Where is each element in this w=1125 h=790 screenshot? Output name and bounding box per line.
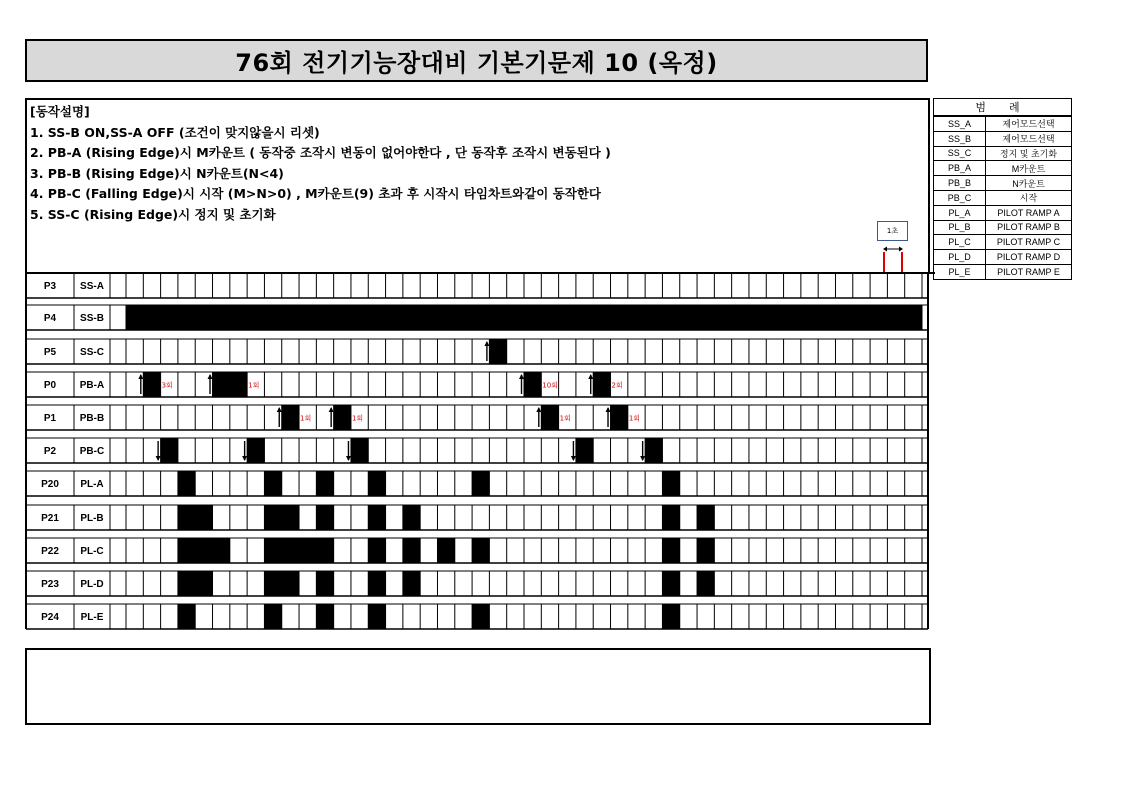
row-port-label: P5 [43,347,57,358]
legend-row [934,250,1072,265]
rising-edge-arrow-icon [329,407,334,427]
legend-value: 시작 [986,190,1072,205]
on-pulse [593,372,610,397]
on-pulse [403,505,420,530]
legend-key: PL_C [934,235,986,250]
row-port-label: P22 [41,546,59,557]
on-pulse [472,538,489,563]
row-signal-label: PB-A [79,380,105,391]
legend-table [933,98,1072,280]
time-scale-box [877,221,908,241]
on-pulse [368,571,385,596]
title-box [25,39,928,82]
legend-row [934,146,1072,161]
on-pulse [524,372,541,397]
on-pulse [178,604,195,629]
on-pulse [161,438,178,463]
legend-value: 제어모드선택 [986,131,1072,146]
press-count-label: 1회 [248,381,260,390]
legend-value: PILOT RAMP B [986,220,1072,235]
on-pulse [611,405,628,430]
legend-value: PILOT RAMP A [986,205,1072,220]
timing-chart [25,272,935,638]
rising-edge-arrow-icon [208,374,213,394]
rising-edge-arrow-icon [277,407,282,427]
falling-edge-arrow-icon [571,441,576,461]
on-pulse [662,571,679,596]
legend-row [934,205,1072,220]
legend-value: N카운트 [986,176,1072,191]
row-port-label: P2 [43,446,57,457]
on-pulse [437,538,454,563]
on-pulse [178,505,213,530]
on-pulse [403,571,420,596]
on-pulse [697,538,714,563]
row-signal-label: SS-B [80,313,104,324]
row-signal-label: PL-C [80,546,104,557]
time-scale-label: 1초 [886,227,899,235]
row-port-label: P23 [41,579,59,590]
press-count-label: 1회 [559,414,571,423]
row-signal-label: PL-E [80,612,104,623]
legend-row [934,264,1072,279]
rising-edge-arrow-icon [519,374,524,394]
on-pulse [178,471,195,496]
legend-key: PL_D [934,250,986,265]
on-pulse [662,505,679,530]
on-pulse [178,538,230,563]
row-signal-label: PL-D [80,579,104,590]
press-count-label: 1회 [351,414,364,423]
on-pulse [264,471,281,496]
row-signal-label: PB-B [79,413,105,424]
on-pulse [472,604,489,629]
legend-key: PB_B [934,176,986,191]
description-line-1: 1. SS-B ON,SS-A OFF (조건이 맞지않을시 리셋) [30,124,320,140]
legend-row [934,116,1072,131]
falling-edge-arrow-icon [156,441,161,461]
legend-row [934,176,1072,191]
on-pulse [282,405,299,430]
description-line-4: 4. PB-C (Falling Edge)시 시작 (M>N>0) , M카운트(9) 초과 후 시작시 타임차트와같이 동작한다 [30,186,602,201]
on-pulse [662,471,679,496]
on-pulse [264,505,299,530]
row-port-label: P21 [41,513,59,524]
rising-edge-arrow-icon [606,407,611,427]
description-line-3: 3. PB-B (Rising Edge)시 N카운트(N<4) [30,165,284,181]
legend-key: PL_A [934,205,986,220]
legend-row [934,235,1072,250]
row-port-label: P4 [43,313,57,324]
on-pulse [403,538,420,563]
on-pulse [576,438,593,463]
on-pulse [316,571,333,596]
legend-value: PILOT RAMP C [986,235,1072,250]
legend-key: SS_B [934,131,986,146]
on-pulse [264,604,281,629]
row-port-label: P24 [41,612,59,623]
press-count-label: 2회 [611,381,623,390]
on-pulse [247,438,264,463]
on-pulse [697,505,714,530]
on-pulse [264,571,299,596]
on-pulse [264,538,333,563]
falling-edge-arrow-icon [346,441,351,461]
rising-edge-arrow-icon [536,407,541,427]
press-count-label: 10회 [542,381,558,390]
legend-value: 정지 및 초기화 [986,146,1072,161]
description-line-5: 5. SS-C (Rising Edge)시 정지 및 초기화 [30,206,276,222]
falling-edge-arrow-icon [640,441,645,461]
on-pulse [178,571,213,596]
legend-key: SS_C [934,146,986,161]
rising-edge-arrow-icon [588,374,593,394]
on-pulse [662,604,679,629]
row-signal-label: PB-C [79,446,105,457]
row-port-label: P1 [43,413,57,424]
legend-header: 범 례 [934,99,1072,117]
on-pulse [697,571,714,596]
on-pulse [351,438,368,463]
page-title: 76회 전기기능장대비 기본기문제 10 (옥정) [235,49,718,77]
row-signal-label: SS-C [80,347,104,358]
description-line-2: 2. PB-A (Rising Edge)시 M카운트 ( 동작중 조작시 변동이 없어야한다 , 단 동작후 조작시 변동된다 ) [30,145,611,160]
row-port-label: P3 [43,281,57,292]
legend-value: 제어모드선택 [986,116,1072,131]
row-signal-label: PL-B [80,513,104,524]
falling-edge-arrow-icon [242,441,247,461]
row-signal-label: PL-A [80,479,104,490]
on-pulse [334,405,351,430]
row-port-label: P0 [43,380,57,391]
legend-key: PL_E [934,264,986,279]
legend-value: PILOT RAMP E [986,264,1072,279]
legend-key: SS_A [934,116,986,131]
on-pulse [143,372,160,397]
on-pulse [368,505,385,530]
on-pulse [368,604,385,629]
on-pulse [368,471,385,496]
on-pulse [645,438,662,463]
legend-key: PB_C [934,190,986,205]
rising-edge-arrow-icon [138,374,143,394]
time-scale-marker [883,252,903,272]
row-signal-label: SS-A [80,281,104,292]
on-pulse [316,505,333,530]
answer-box [25,648,931,725]
on-pulse [316,471,333,496]
on-pulse [316,604,333,629]
on-pulse [662,538,679,563]
on-pulse [541,405,558,430]
legend-key: PB_A [934,161,986,176]
press-count-label: 1회 [300,414,312,423]
legend-key: PL_B [934,220,986,235]
legend-row [934,190,1072,205]
legend-row [934,131,1072,146]
row-port-label: P20 [41,479,59,490]
legend-row [934,161,1072,176]
description-box [25,98,930,274]
rising-edge-arrow-icon [484,341,489,361]
on-pulse [126,305,922,330]
legend-value: M카운트 [986,161,1072,176]
on-pulse [368,538,385,563]
press-count-label: 3회 [161,381,173,390]
description-header: [동작설명] [30,104,90,119]
legend-value: PILOT RAMP D [986,250,1072,265]
on-pulse [230,372,247,397]
on-pulse [472,471,489,496]
on-pulse [489,339,506,364]
press-count-label: 1회 [628,414,641,423]
legend-row [934,220,1072,235]
